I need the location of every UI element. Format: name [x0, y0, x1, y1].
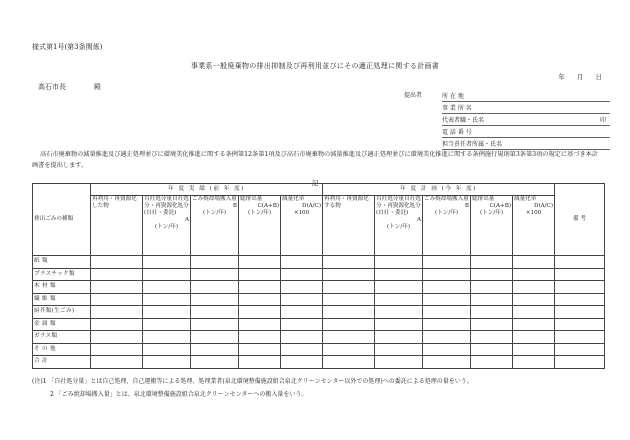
group-prev-year: 年 度 実 績 (前 年 度): [91, 184, 323, 196]
table-cell[interactable]: [191, 356, 239, 369]
table-cell[interactable]: [191, 306, 239, 319]
table-cell[interactable]: [423, 268, 471, 281]
field-label: 事 業 所 名: [442, 105, 472, 112]
group-header-row: [33, 184, 605, 196]
table-cell[interactable]: [281, 356, 323, 369]
table-cell[interactable]: [375, 331, 423, 344]
table-cell[interactable]: [375, 281, 423, 294]
table-cell[interactable]: [471, 343, 513, 356]
header-curr-incinerator: ごみ焼却場搬入量 B (トン/年): [423, 196, 471, 256]
table-cell[interactable]: [323, 306, 375, 319]
table-cell[interactable]: [513, 331, 555, 344]
table-cell[interactable]: [471, 268, 513, 281]
row-label: 木 材 類: [33, 281, 91, 294]
table-cell[interactable]: [423, 343, 471, 356]
table-cell[interactable]: [323, 356, 375, 369]
table-cell[interactable]: [471, 256, 513, 269]
row-label: 合 計: [33, 356, 91, 369]
table-cell[interactable]: [513, 293, 555, 306]
table-cell[interactable]: [239, 356, 281, 369]
table-cell[interactable]: [375, 256, 423, 269]
field-label: 電 話 番 号: [442, 129, 472, 136]
row-label: そ の 他: [33, 343, 91, 356]
table-cell[interactable]: [281, 281, 323, 294]
table-cell[interactable]: [555, 281, 605, 294]
table-cell[interactable]: [423, 356, 471, 369]
field-label: 担当責任者所属・氏名: [442, 141, 503, 148]
table-cell[interactable]: [513, 356, 555, 369]
seal-mark: 印: [599, 117, 606, 124]
table-cell[interactable]: [513, 256, 555, 269]
table-cell[interactable]: [91, 343, 143, 356]
header-prev-recycled: 再利用・再資源化した物: [91, 196, 143, 256]
addressee-honorific: 殿: [94, 83, 101, 91]
table-cell[interactable]: [555, 331, 605, 344]
table-cell[interactable]: [91, 293, 143, 306]
document-title: 事業系一般廃棄物の排出抑制及び再利用並びにその適正処理に関する計画書: [190, 62, 440, 70]
table-cell[interactable]: [513, 343, 555, 356]
table-cell[interactable]: [513, 268, 555, 281]
row-label: 紙 類: [33, 256, 91, 269]
table-cell[interactable]: [191, 331, 239, 344]
row-label: 金 属 類: [33, 318, 91, 331]
table-cell[interactable]: [281, 331, 323, 344]
table-cell[interactable]: [281, 293, 323, 306]
table-row: [33, 343, 605, 356]
table-cell[interactable]: [91, 331, 143, 344]
group-curr-year: 年 度 計 画 (今 年 度): [323, 184, 555, 196]
table-cell[interactable]: [323, 343, 375, 356]
table-row: [33, 356, 605, 369]
addressee-name: 高石市長: [38, 83, 66, 91]
col-waste-type: 排出ごみの種類: [33, 184, 91, 256]
table-cell[interactable]: [423, 293, 471, 306]
row-label: ガラス類: [33, 331, 91, 344]
table-cell[interactable]: [375, 356, 423, 369]
table-cell[interactable]: [471, 293, 513, 306]
table-cell[interactable]: [471, 306, 513, 319]
header-curr-selfdisposal: 自社処分量自社処分・再資源化処分(自社・委託) A (トン/年): [375, 196, 423, 256]
plan-table: [32, 183, 605, 369]
table-cell[interactable]: [191, 343, 239, 356]
table-cell[interactable]: [281, 268, 323, 281]
table-cell[interactable]: [239, 268, 281, 281]
header-prev-incinerator: ごみ焼却場搬入量 B (トン/年): [191, 196, 239, 256]
table-cell[interactable]: [239, 331, 281, 344]
table-cell[interactable]: [323, 318, 375, 331]
table-cell[interactable]: [143, 268, 191, 281]
table-body: [33, 256, 605, 369]
table-cell[interactable]: [239, 318, 281, 331]
table-cell[interactable]: [423, 256, 471, 269]
row-label: プラスチック類: [33, 268, 91, 281]
header-prev-selfdisposal: 自社処分量自社処分・再資源化処分(自社・委託) A (トン/年): [143, 196, 191, 256]
table-cell[interactable]: [91, 356, 143, 369]
table-cell[interactable]: [423, 318, 471, 331]
table-row: [33, 318, 605, 331]
addressee: [38, 82, 101, 92]
table-cell[interactable]: [513, 281, 555, 294]
table-cell[interactable]: [471, 356, 513, 369]
table-cell[interactable]: [91, 281, 143, 294]
table-cell[interactable]: [143, 318, 191, 331]
table-cell[interactable]: [555, 268, 605, 281]
row-label: 繊 維 類: [33, 293, 91, 306]
row-label: 厨芥類(生ごみ): [33, 306, 91, 319]
table-cell[interactable]: [555, 256, 605, 269]
table-cell[interactable]: [323, 256, 375, 269]
table-cell[interactable]: [191, 268, 239, 281]
field-label: 所 在 地: [442, 93, 464, 100]
header-curr-reduction: 減量化率 D(A/C) ×100: [513, 196, 555, 256]
table-cell[interactable]: [143, 356, 191, 369]
submitter-field-address[interactable]: [442, 90, 610, 102]
col-biko: 備 考: [555, 184, 605, 256]
table-cell[interactable]: [375, 306, 423, 319]
field-label: 代表者職・氏名: [442, 117, 485, 124]
table-cell[interactable]: [513, 318, 555, 331]
table-cell[interactable]: [281, 343, 323, 356]
table-cell[interactable]: [323, 293, 375, 306]
header-prev-reduction: 減量化率 D(A/C) ×100: [281, 196, 323, 256]
ki-marker: 記: [311, 179, 319, 187]
table-cell[interactable]: [323, 281, 375, 294]
table-cell[interactable]: [375, 293, 423, 306]
table-cell[interactable]: [555, 318, 605, 331]
submitter-label: 提出者: [404, 92, 423, 99]
table-cell[interactable]: [191, 293, 239, 306]
table-cell[interactable]: [191, 256, 239, 269]
table-cell[interactable]: [143, 306, 191, 319]
table-cell[interactable]: [323, 331, 375, 344]
table-row: [33, 293, 605, 306]
submitter-fields: [442, 90, 610, 150]
table-row: [33, 331, 605, 344]
table-cell[interactable]: [143, 256, 191, 269]
table-cell[interactable]: [471, 318, 513, 331]
table-cell[interactable]: [375, 343, 423, 356]
table-cell[interactable]: [555, 293, 605, 306]
header-prev-total: 総排出量 C(A+B) (トン/年): [239, 196, 281, 256]
table-cell[interactable]: [91, 306, 143, 319]
header-curr-total: 総排出量 C(A+B) (トン/年): [471, 196, 513, 256]
table-cell[interactable]: [239, 293, 281, 306]
submitter-field-phone[interactable]: [442, 126, 610, 138]
header-curr-recycled: 再利用・再資源化する物: [323, 196, 375, 256]
submitter-field-office[interactable]: [442, 102, 610, 114]
table-cell[interactable]: [375, 268, 423, 281]
table-cell[interactable]: [555, 343, 605, 356]
table-cell[interactable]: [423, 281, 471, 294]
date-line: 年 月 日: [558, 73, 602, 81]
table-cell[interactable]: [323, 268, 375, 281]
table-cell[interactable]: [191, 281, 239, 294]
note-2: 2 「ごみ焼却場搬入量」とは、泉北環境整備施設組合泉北クリーンセンターへの搬入量をいう。: [50, 391, 308, 398]
table-cell[interactable]: [239, 281, 281, 294]
table-cell[interactable]: [143, 343, 191, 356]
table-cell[interactable]: [143, 293, 191, 306]
table-cell[interactable]: [91, 318, 143, 331]
table-cell[interactable]: [281, 306, 323, 319]
table-row: [33, 306, 605, 319]
table-row: [33, 281, 605, 294]
table-cell[interactable]: [191, 318, 239, 331]
table-cell[interactable]: [143, 281, 191, 294]
note-1: (注)1 「自社処分量」とは自己処理、自己運搬等による処理、処理業者(泉北環境整備施設組合泉北クリーンセンター以外での処理)への委託による処理の量をいう。: [32, 378, 473, 385]
table-row: [33, 268, 605, 281]
table-cell[interactable]: [423, 306, 471, 319]
table-cell[interactable]: [143, 331, 191, 344]
notes: [32, 375, 473, 401]
table-cell[interactable]: [375, 318, 423, 331]
table-cell[interactable]: [513, 306, 555, 319]
table-row: [33, 256, 605, 269]
table-cell[interactable]: [281, 318, 323, 331]
column-header-row: [33, 196, 605, 256]
table-cell[interactable]: [239, 306, 281, 319]
table-cell[interactable]: [555, 356, 605, 369]
form-number: 様式第1号(第3条関係): [32, 43, 103, 51]
table-cell[interactable]: [91, 256, 143, 269]
table-cell[interactable]: [239, 343, 281, 356]
intro-paragraph: 高石市廃棄物の減量推進及び適正処理並びに環境美化推進に関する条例第12条第1項及び高石市廃棄物の減量推進及び適正処理並びに環境美化推進に関する条例施行規則第3条第3項の規定に基づき本計画書を提出します。: [32, 151, 598, 169]
table-cell[interactable]: [555, 306, 605, 319]
submitter-field-representative[interactable]: [442, 114, 610, 126]
table-cell[interactable]: [239, 256, 281, 269]
table-cell[interactable]: [281, 256, 323, 269]
table-cell[interactable]: [423, 331, 471, 344]
table-cell[interactable]: [91, 268, 143, 281]
table-cell[interactable]: [471, 281, 513, 294]
table-cell[interactable]: [471, 331, 513, 344]
